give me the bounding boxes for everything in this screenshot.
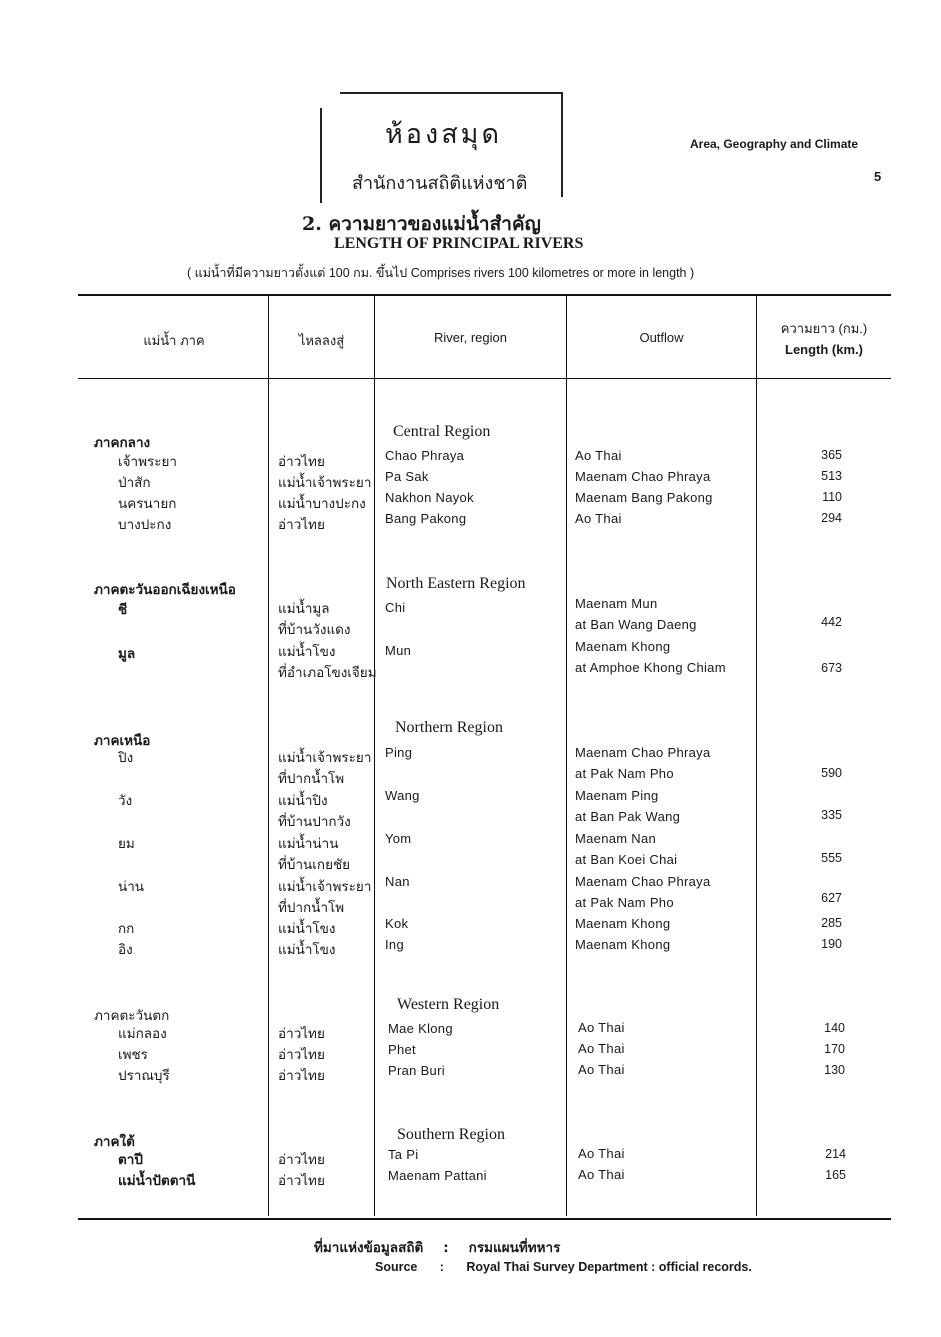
outflow-th: แม่น้ำน่าน bbox=[278, 836, 339, 852]
river-length: 590 bbox=[821, 766, 842, 780]
river-length: 214 bbox=[825, 1147, 846, 1161]
outflow-en: Maenam Khong bbox=[575, 937, 671, 952]
outflow-th: แม่น้ำเจ้าพระยา bbox=[278, 750, 372, 766]
outflow-en: Maenam Ping bbox=[575, 788, 659, 803]
outflow-en: at Pak Nam Pho bbox=[575, 895, 674, 910]
column-header-length-en: Length (km.) bbox=[785, 342, 863, 357]
river-name-th: แม่กลอง bbox=[118, 1026, 167, 1042]
river-length: 627 bbox=[821, 891, 842, 905]
table-top-rule bbox=[78, 294, 891, 296]
stamp-subtitle: สำนักงานสถิติแห่งชาติ bbox=[352, 173, 528, 194]
outflow-th: แม่น้ำโขง bbox=[278, 644, 336, 660]
river-name-en: Chi bbox=[385, 600, 406, 615]
source-thai: ที่มาแห่งข้อมูลสถิติ : กรมแผนที่ทหาร bbox=[314, 1240, 561, 1256]
region-name-th: ภาคเหนือ bbox=[94, 733, 151, 749]
outflow-th: แม่น้ำเจ้าพระยา bbox=[278, 475, 372, 491]
river-name-th: บางปะกง bbox=[118, 517, 172, 533]
region-name-en: Western Region bbox=[397, 996, 500, 1013]
river-name-th: แม่น้ำปัตตานี bbox=[118, 1173, 196, 1189]
outflow-en: Ao Thai bbox=[575, 511, 622, 526]
river-name-th: เจ้าพระยา bbox=[118, 454, 177, 470]
outflow-en: Maenam Chao Phraya bbox=[575, 469, 711, 484]
stamp-title: ห้องสมุด bbox=[385, 119, 503, 150]
outflow-en: Maenam Chao Phraya bbox=[575, 874, 711, 889]
outflow-th: อ่าวไทย bbox=[278, 1173, 325, 1189]
region-name-th: ภาคกลาง bbox=[94, 435, 151, 451]
outflow-en: at Pak Nam Pho bbox=[575, 766, 674, 781]
river-name-th: ปราณบุรี bbox=[118, 1068, 170, 1084]
river-name-en: Mae Klong bbox=[388, 1021, 453, 1036]
river-name-th: ยม bbox=[118, 836, 135, 852]
outflow-en: Ao Thai bbox=[578, 1062, 625, 1077]
river-name-th: ปิง bbox=[118, 750, 134, 766]
outflow-en: at Ban Pak Wang bbox=[575, 809, 681, 824]
outflow-th: อ่าวไทย bbox=[278, 1152, 325, 1168]
river-length: 130 bbox=[824, 1063, 845, 1077]
river-name-en: Phet bbox=[388, 1042, 416, 1057]
river-length: 673 bbox=[821, 661, 842, 675]
river-length: 165 bbox=[825, 1168, 846, 1182]
river-name-en: Ing bbox=[385, 937, 404, 952]
outflow-th: อ่าวไทย bbox=[278, 1047, 325, 1063]
outflow-en: at Ban Koei Chai bbox=[575, 852, 678, 867]
column-divider bbox=[566, 296, 567, 1216]
source-thai-value: กรมแผนที่ทหาร bbox=[468, 1240, 561, 1256]
outflow-th: อ่าวไทย bbox=[278, 454, 325, 470]
column-header-river-en: River, region bbox=[434, 330, 507, 345]
outflow-th: อ่าวไทย bbox=[278, 1068, 325, 1084]
river-name-en: Ta Pi bbox=[388, 1147, 419, 1162]
region-name-en: Northern Region bbox=[395, 719, 503, 736]
outflow-th: ที่ปากน้ำโพ bbox=[278, 900, 345, 916]
outflow-th: ที่บ้านปากวัง bbox=[278, 814, 351, 830]
outflow-en: Ao Thai bbox=[578, 1041, 625, 1056]
column-header-outflow-en: Outflow bbox=[639, 330, 684, 345]
section-header: Area, Geography and Climate bbox=[690, 137, 859, 151]
outflow-th: ที่ปากน้ำโพ bbox=[278, 771, 345, 787]
river-length: 140 bbox=[824, 1021, 845, 1035]
header-bottom-rule bbox=[78, 378, 891, 379]
table-bottom-rule bbox=[78, 1218, 891, 1220]
outflow-th: แม่น้ำเจ้าพระยา bbox=[278, 879, 372, 895]
outflow-en: Maenam Khong bbox=[575, 639, 671, 654]
river-name-en: Ping bbox=[385, 745, 413, 760]
river-name-en: Nan bbox=[385, 874, 410, 889]
outflow-en: Ao Thai bbox=[578, 1167, 625, 1182]
outflow-en: Ao Thai bbox=[575, 448, 622, 463]
outflow-th: อ่าวไทย bbox=[278, 517, 325, 533]
column-divider bbox=[374, 296, 375, 1216]
river-name-en: Chao Phraya bbox=[385, 448, 465, 463]
river-name-th: มูล bbox=[118, 646, 136, 662]
region-name-en: North Eastern Region bbox=[386, 575, 526, 592]
outflow-en: Ao Thai bbox=[578, 1020, 625, 1035]
column-header-outflow-th: ไหลลงสู่ bbox=[298, 333, 345, 348]
river-length: 170 bbox=[824, 1042, 845, 1056]
river-name-th: น่าน bbox=[118, 879, 145, 895]
outflow-th: อ่าวไทย bbox=[278, 1026, 325, 1042]
river-name-en: Wang bbox=[385, 788, 420, 803]
outflow-th: แม่น้ำโขง bbox=[278, 921, 336, 937]
river-name-en: Bang Pakong bbox=[385, 511, 467, 526]
outflow-en: Maenam Nan bbox=[575, 831, 657, 846]
river-name-th: ป่าสัก bbox=[118, 475, 151, 491]
river-length: 442 bbox=[821, 615, 842, 629]
river-length: 335 bbox=[821, 808, 842, 822]
column-header-length-th: ความยาว (กม.) bbox=[780, 321, 868, 336]
outflow-th: ที่อำเภอโขงเจียม bbox=[278, 665, 377, 681]
river-length: 365 bbox=[821, 448, 842, 462]
river-name-en: Nakhon Nayok bbox=[385, 490, 474, 505]
river-name-th: ตาปี bbox=[118, 1152, 143, 1168]
outflow-th: แม่น้ำปิง bbox=[278, 793, 328, 809]
river-name-th: นครนายก bbox=[118, 496, 177, 512]
river-name-en: Pran Buri bbox=[388, 1063, 445, 1078]
outflow-en: Maenam Khong bbox=[575, 916, 671, 931]
table-subtitle: ( แม่น้ำที่มีความยาวตั้งแต่ 100 กม. ขึ้นไป Comprises rivers 100 kilometres or more in length ) bbox=[187, 266, 695, 280]
page-number: 5 bbox=[874, 169, 882, 184]
source-en-value: Royal Thai Survey Department : official records. bbox=[466, 1260, 752, 1274]
outflow-th: แม่น้ำโขง bbox=[278, 942, 336, 958]
source-thai-label: ที่มาแห่งข้อมูลสถิติ bbox=[314, 1240, 424, 1256]
outflow-en: Maenam Mun bbox=[575, 596, 658, 611]
river-length: 190 bbox=[821, 937, 842, 951]
region-name-th: ภาคตะวันออกเฉียงเหนือ bbox=[94, 582, 236, 598]
river-name-th: วัง bbox=[118, 793, 133, 809]
region-name-en: Central Region bbox=[393, 423, 491, 440]
region-name-th: ภาคตะวันตก bbox=[94, 1008, 170, 1024]
table-title-english: LENGTH OF PRINCIPAL RIVERS bbox=[334, 235, 584, 252]
river-name-en: Pa Sak bbox=[385, 469, 429, 484]
column-header-river-th: แม่น้ำ ภาค bbox=[143, 333, 205, 348]
river-name-en: Maenam Pattani bbox=[388, 1168, 487, 1183]
river-name-en: Yom bbox=[385, 831, 412, 846]
river-length: 110 bbox=[822, 490, 842, 504]
outflow-th: แม่น้ำมูล bbox=[278, 601, 330, 617]
outflow-en: at Ban Wang Daeng bbox=[575, 617, 697, 632]
river-name-th: อิง bbox=[118, 942, 133, 958]
region-name-th: ภาคใต้ bbox=[94, 1134, 135, 1150]
outflow-en: at Amphoe Khong Chiam bbox=[575, 660, 726, 675]
river-name-th: เพชร bbox=[118, 1047, 148, 1063]
outflow-th: แม่น้ำบางปะกง bbox=[278, 496, 366, 512]
outflow-en: Ao Thai bbox=[578, 1146, 625, 1161]
river-length: 285 bbox=[821, 916, 842, 930]
river-length: 555 bbox=[821, 851, 842, 865]
column-divider bbox=[756, 296, 757, 1216]
source-en-label: Source bbox=[375, 1260, 418, 1274]
column-divider bbox=[268, 296, 269, 1216]
outflow-th: ที่บ้านเกยชัย bbox=[278, 857, 351, 873]
outflow-en: Maenam Bang Pakong bbox=[575, 490, 713, 505]
outflow-th: ที่บ้านวังแดง bbox=[278, 622, 351, 638]
outflow-en: Maenam Chao Phraya bbox=[575, 745, 711, 760]
river-name-th: ชี bbox=[118, 602, 128, 618]
river-length: 294 bbox=[821, 511, 842, 525]
region-name-en: Southern Region bbox=[397, 1126, 505, 1143]
source-english: Source : Royal Thai Survey Department : official records. bbox=[375, 1260, 752, 1274]
table-title-thai: 2. ความยาวของแม่น้ำสำคัญ bbox=[302, 213, 541, 235]
river-name-en: Mun bbox=[385, 643, 412, 658]
river-length: 513 bbox=[821, 469, 842, 483]
river-name-th: กก bbox=[118, 921, 135, 937]
river-name-en: Kok bbox=[385, 916, 409, 931]
